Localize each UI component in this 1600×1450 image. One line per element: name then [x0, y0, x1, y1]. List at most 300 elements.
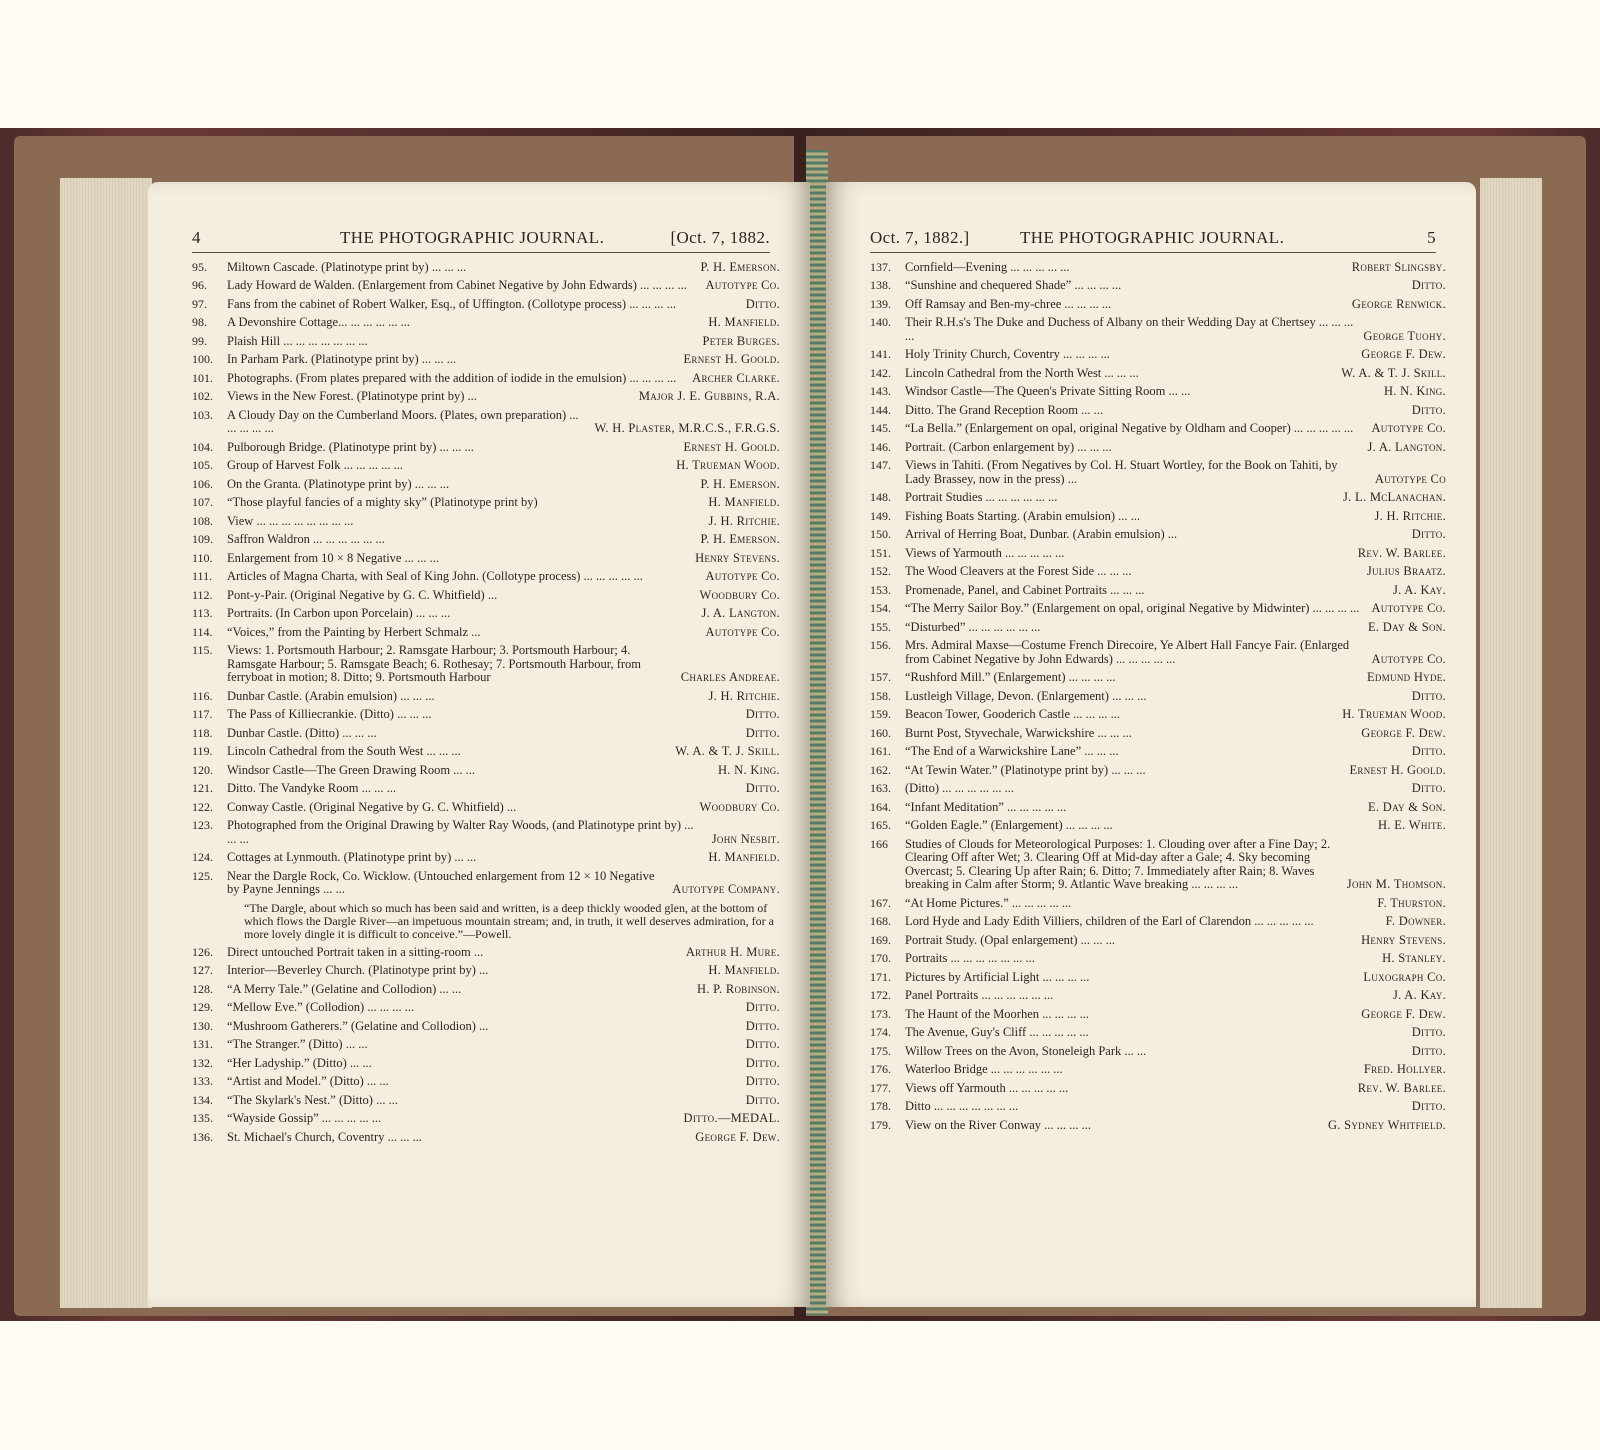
entry-title: The Haunt of the Moorhen ... ... ... ... — [905, 1006, 1089, 1021]
entry-row — [870, 817, 1446, 836]
entry-title: Photographs. (From plates prepared with the addition of iodide in the emulsion) ... ... ... ... — [227, 370, 677, 385]
entry-number: 172. — [870, 988, 891, 1002]
entry-number: 134. — [192, 1092, 213, 1107]
entry-title: Views in the New Forest. (Platinotype print by) ... — [227, 389, 477, 403]
entry-number: 111. — [192, 569, 213, 583]
entry-number: 107. — [192, 495, 213, 509]
entry-number: 113. — [192, 606, 213, 620]
entry-number: 112. — [192, 587, 213, 602]
entry-exhibitor: Peter Burges. — [702, 333, 780, 348]
entry-row — [870, 1042, 1446, 1061]
entry-title: Cottages at Lynmouth. (Platinotype print by) ... ... — [227, 850, 477, 864]
entry-row — [192, 798, 780, 817]
entry-number: 139. — [870, 296, 891, 311]
entry-exhibitor: Ditto. — [745, 781, 780, 795]
entry-row — [192, 867, 780, 899]
entry-exhibitor: E. Day & Son. — [1367, 619, 1446, 634]
entry-title: “Infant Meditation” ... ... ... ... ... — [905, 799, 1067, 814]
right-running-head — [870, 222, 1436, 253]
entry-row — [192, 549, 780, 568]
entry-exhibitor: Robert Slingsby. — [1351, 259, 1446, 274]
entry-row — [192, 605, 780, 624]
entry-exhibitor: H. N. King. — [717, 762, 780, 777]
entry-row — [192, 1073, 780, 1092]
entry-title: “Those playful fancies of a mighty sky” (Platinotype print by) — [227, 495, 538, 509]
entry-title: Interior—Beverley Church. (Platinotype print by) ... — [227, 963, 489, 977]
entry-title: Lustleigh Village, Devon. (Enlargement) ... ... ... — [905, 688, 1147, 703]
entry-title: Lincoln Cathedral from the North West ... ... ... — [905, 365, 1139, 380]
entry-exhibitor: Ditto. — [745, 1074, 780, 1088]
entry-number: 121. — [192, 781, 213, 795]
entry-number: 129. — [192, 1000, 213, 1014]
entry-quote-row — [192, 899, 780, 943]
entry-number: 162. — [870, 762, 891, 777]
entry-number: 151. — [870, 545, 891, 560]
entry-title: On the Granta. (Platinotype print by) ... ... ... — [227, 476, 450, 491]
entry-title: “Sunshine and chequered Shade” ... ... ... ... — [905, 278, 1122, 292]
entry-title: Plaish Hill ... ... ... ... ... ... ... — [227, 333, 368, 348]
entry-row — [192, 761, 780, 780]
entry-row — [870, 438, 1446, 457]
entry-title: “Voices,” from the Painting by Herbert Schmalz ... — [227, 624, 481, 639]
entry-title: “Golden Eagle.” (Enlargement) ... ... ... ... — [905, 818, 1113, 832]
entry-exhibitor: Luxograph Co. — [1363, 969, 1446, 984]
entry-number: 117. — [192, 707, 213, 721]
entry-exhibitor: George F. Dew. — [1361, 347, 1446, 361]
left-page — [148, 182, 810, 1307]
entry-number: 170. — [870, 951, 891, 965]
entry-exhibitor: Autotype Co. — [705, 569, 780, 583]
entry-title: Ditto. The Grand Reception Room ... ... — [905, 402, 1104, 417]
entry-title: Promenade, Panel, and Cabinet Portraits ... ... ... — [905, 582, 1145, 597]
entry-title: Holy Trinity Church, Coventry ... ... ... ... — [905, 347, 1110, 361]
entry-exhibitor: Autotype Co. — [705, 624, 780, 639]
entry-row — [192, 980, 780, 999]
entry-title: St. Michael's Church, Coventry ... ... ... — [227, 1129, 422, 1144]
page-edges-right — [1480, 178, 1542, 1308]
entry-exhibitor: Autotype Co. — [1371, 601, 1446, 615]
entry-title: Articles of Magna Charta, with Seal of King John. (Collotype process) ... ... ... ... ... — [227, 569, 643, 583]
entry-row — [192, 743, 780, 762]
entry-row — [870, 618, 1446, 637]
entry-title: Dunbar Castle. (Ditto) ... ... ... — [227, 725, 377, 740]
entry-exhibitor: Ernest H. Goold. — [683, 439, 780, 454]
entry-number: 176. — [870, 1062, 891, 1076]
entry-row — [192, 406, 780, 438]
entry-exhibitor: George F. Dew. — [1361, 1006, 1446, 1021]
entry-title: Dunbar Castle. (Arabin emulsion) ... ... ... — [227, 688, 435, 703]
entry-number: 171. — [870, 969, 891, 984]
entry-exhibitor: Woodbury Co. — [699, 587, 780, 602]
entry-title: Portrait. (Carbon enlargement by) ... ... ... — [905, 439, 1112, 454]
entry-title: Enlargement from 10 × 8 Negative ... ... ... — [227, 550, 439, 565]
entry-row — [870, 798, 1446, 817]
entry-exhibitor: J. H. Ritchie. — [708, 688, 780, 703]
entry-row — [870, 1061, 1446, 1080]
entry-row — [192, 999, 780, 1018]
entry-row — [870, 987, 1446, 1006]
entry-exhibitor: Ditto. — [1411, 1025, 1446, 1039]
entry-title: Conway Castle. (Original Negative by G. C. Whitfield) ... — [227, 799, 517, 814]
entry-title: “The End of a Warwickshire Lane” ... ... ... — [905, 744, 1119, 758]
entry-row — [870, 913, 1446, 932]
entry-exhibitor: Ditto. — [1411, 278, 1446, 292]
entry-exhibitor: P. H. Emerson. — [700, 259, 780, 274]
entry-exhibitor: Ernest H. Goold. — [1349, 762, 1446, 777]
entry-title: View ... ... ... ... ... ... ... ... — [227, 513, 354, 528]
entry-exhibitor: J. A. Kay. — [1392, 988, 1446, 1002]
entry-title: Portraits ... ... ... ... ... ... ... — [905, 951, 1035, 965]
entry-exhibitor: Ditto. — [745, 1055, 780, 1070]
entry-row — [870, 507, 1446, 526]
entry-title: “At Tewin Water.” (Platinotype print by) ... ... ... — [905, 762, 1146, 777]
entry-exhibitor: Fred. Hollyer. — [1363, 1062, 1446, 1076]
entry-exhibitor: Ditto. — [745, 296, 780, 311]
entry-row — [192, 388, 780, 407]
entry-number: 177. — [870, 1080, 891, 1095]
entry-title: Lincoln Cathedral from the South West ... ... ... — [227, 744, 461, 758]
entry-exhibitor: H. P. Robinson. — [696, 981, 780, 996]
entry-title: Arrival of Herring Boat, Dunbar. (Arabin emulsion) ... — [905, 527, 1178, 541]
entry-number: 115. — [192, 643, 213, 657]
entry-row — [192, 277, 780, 296]
entry-exhibitor: J. A. Langton. — [1367, 439, 1446, 454]
entry-row — [192, 642, 780, 688]
entry-row — [870, 743, 1446, 762]
entry-number: 159. — [870, 707, 891, 721]
entry-exhibitor: H. Manfield. — [708, 495, 780, 509]
entry-number: 98. — [192, 315, 207, 329]
entry-title: Beacon Tower, Gooderich Castle ... ... ... ... — [905, 707, 1121, 721]
entry-row — [870, 1098, 1446, 1117]
entry-title: Saffron Waldron ... ... ... ... ... ... — [227, 532, 385, 546]
entry-number: 133. — [192, 1074, 213, 1088]
entry-quote: “The Dargle, about which so much has been said and written, is a deep thickly wooded glen, at the bottom of which flows the Dargle River—an impetuous mountain stream; and, in truth, it well deserves admiration, for a more lovely dingle it is difficult to conceive.”—Powell. — [244, 900, 774, 941]
entry-exhibitor: George Renwick. — [1351, 296, 1446, 311]
entry-row — [192, 687, 780, 706]
entry-exhibitor: H. Trueman Wood. — [676, 458, 780, 472]
entry-exhibitor: Autotype Co — [1374, 471, 1446, 486]
entry-exhibitor: Ditto. — [1411, 688, 1446, 703]
entry-exhibitor: W. A. & T. J. Skill. — [675, 744, 780, 758]
entry-title: Photographed from the Original Drawing by Walter Ray Woods, (and Platinotype print by) ... ... ... — [227, 818, 694, 846]
entry-row — [192, 943, 780, 962]
entry-number: 120. — [192, 762, 213, 777]
entry-row — [192, 295, 780, 314]
entry-exhibitor: Archer Clarke. — [692, 370, 780, 385]
entry-row — [870, 968, 1446, 987]
entry-number: 140. — [870, 315, 891, 329]
entry-exhibitor: Autotype Co. — [705, 278, 780, 292]
entry-row — [192, 369, 780, 388]
entry-row — [870, 383, 1446, 402]
entry-exhibitor: W. H. Plaster, M.R.C.S., F.R.G.S. — [594, 421, 780, 435]
entry-number: 102. — [192, 389, 213, 403]
entry-number: 169. — [870, 932, 891, 947]
entry-exhibitor: Woodbury Co. — [699, 799, 780, 814]
entry-exhibitor: H. Manfield. — [708, 850, 780, 864]
entry-title: “The Stranger.” (Ditto) ... ... — [227, 1037, 368, 1051]
entry-exhibitor: J. A. Kay. — [1392, 582, 1446, 597]
entry-number: 119. — [192, 744, 213, 758]
entry-row — [192, 314, 780, 333]
entry-exhibitor: Rev. W. Barlee. — [1357, 545, 1446, 560]
entry-exhibitor: Ditto. — [1411, 1099, 1446, 1113]
entry-exhibitor: Ditto. — [1411, 1043, 1446, 1058]
entry-row — [192, 438, 780, 457]
entry-title: Portrait Studies ... ... ... ... ... ... — [905, 490, 1058, 504]
entry-row — [192, 332, 780, 351]
entry-row — [870, 489, 1446, 508]
right-page — [826, 182, 1476, 1307]
entry-title: Group of Harvest Folk ... ... ... ... ... — [227, 458, 404, 472]
entry-row — [192, 258, 780, 277]
entry-exhibitor: E. Day & Son. — [1367, 799, 1446, 814]
entry-title: Lady Howard de Walden. (Enlargement from Cabinet Negative by John Edwards) ... ... ... ... — [227, 278, 687, 292]
entry-exhibitor: Autotype Company. — [672, 882, 780, 896]
right-date: Oct. 7, 1882.] — [870, 228, 970, 247]
entry-exhibitor: H. Manfield. — [708, 315, 780, 329]
entry-exhibitor: Edmund Hyde. — [1366, 670, 1446, 684]
entry-row — [870, 563, 1446, 582]
entry-exhibitor: Ditto. — [745, 725, 780, 740]
right-page-number: 5 — [1427, 228, 1436, 247]
entry-number: 166 — [870, 836, 888, 851]
entry-exhibitor: Autotype Co. — [1371, 651, 1446, 666]
entry-number: 118. — [192, 725, 213, 740]
entry-number: 150. — [870, 527, 891, 541]
entry-title: Lord Hyde and Lady Edith Villiers, children of the Earl of Clarendon ... ... ... ... ... — [905, 914, 1314, 928]
entry-number: 156. — [870, 638, 891, 652]
entry-row — [192, 457, 780, 476]
entry-number: 116. — [192, 688, 213, 703]
entry-number: 161. — [870, 744, 891, 758]
entry-exhibitor: George F. Dew. — [1361, 725, 1446, 740]
entry-number: 142. — [870, 365, 891, 380]
entry-exhibitor: Ditto. — [745, 1092, 780, 1107]
entry-exhibitor: J. H. Ritchie. — [1374, 508, 1446, 523]
entry-number: 165. — [870, 818, 891, 832]
entry-exhibitor: Ditto. — [745, 1000, 780, 1014]
entry-row — [870, 346, 1446, 365]
entry-row — [870, 1005, 1446, 1024]
entry-exhibitor: H. N. King. — [1383, 384, 1446, 398]
entry-title: Mrs. Admiral Maxse—Costume French Direcoire, Ye Albert Hall Fancye Fair. (Enlarged from Cabinet Negative by John Edwards) ... ... ... ... ... — [905, 638, 1350, 666]
entry-number: 153. — [870, 582, 891, 597]
entry-row — [870, 1024, 1446, 1043]
entry-row — [192, 586, 780, 605]
entry-title: Views in Tahiti. (From Negatives by Col. H. Stuart Wortley, for the Book on Tahiti, by Lady Brassey, now in the press) ... — [905, 458, 1338, 486]
entry-exhibitor: H. Manfield. — [708, 963, 780, 977]
left-page-number: 4 — [192, 228, 201, 247]
entry-number: 106. — [192, 476, 213, 491]
entry-exhibitor: F. Thurston. — [1377, 895, 1446, 910]
entry-exhibitor: J. H. Ritchie. — [708, 513, 780, 528]
entry-number: 95. — [192, 259, 207, 274]
entry-number: 137. — [870, 259, 891, 274]
entry-title: “Rushford Mill.” (Enlargement) ... ... ... ... — [905, 670, 1116, 684]
entry-row — [192, 817, 780, 849]
entry-title: Studies of Clouds for Meteorological Purposes: 1. Clouding over after a Fine Day; 2. Clearing Off after Wet; 3. Clearing Off at Mid-day after a Gale; 4. Sky becoming Overcast; 5. Clearing Up after Rain; 6. Ditto; 7. Immediately after Rain; 8. Waves breaking in Calm after Storm; 9. Atlantic Wave breaking ... ... ... ... — [905, 836, 1331, 891]
entry-title: Windsor Castle—The Queen's Private Sitting Room ... ... — [905, 384, 1191, 398]
entry-row — [192, 475, 780, 494]
entry-title: Ditto. The Vandyke Room ... ... ... — [227, 781, 396, 795]
entry-number: 149. — [870, 508, 891, 523]
entry-title: “The Merry Sailor Boy.” (Enlargement on opal, original Negative by Midwinter) ... ... ... ... — [905, 601, 1360, 615]
entry-row — [870, 950, 1446, 969]
entry-row — [870, 258, 1446, 277]
entry-row — [870, 457, 1446, 489]
entry-title: “La Bella.” (Enlargement on opal, original Negative by Oldham and Cooper) ... ... ... ... ... — [905, 421, 1354, 435]
entry-row — [870, 931, 1446, 950]
entry-exhibitor: Ditto.—MEDAL. — [683, 1111, 780, 1125]
entry-title: Their R.H.s's The Duke and Duchess of Albany on their Wedding Day at Chertsey ... ... ... ... — [905, 315, 1354, 343]
entry-title: The Avenue, Guy's Cliff ... ... ... ... ... — [905, 1025, 1089, 1039]
entry-title: Portrait Study. (Opal enlargement) ... ... ... — [905, 932, 1116, 947]
entry-number: 125. — [192, 868, 213, 883]
entry-row — [870, 724, 1446, 743]
entry-title: View on the River Conway ... ... ... ... — [905, 1117, 1092, 1132]
entry-number: 146. — [870, 439, 891, 454]
entry-number: 164. — [870, 799, 891, 814]
entry-number: 158. — [870, 688, 891, 703]
entry-exhibitor: J. L. McLanachan. — [1343, 490, 1446, 504]
entry-number: 147. — [870, 458, 891, 472]
entry-number: 105. — [192, 458, 213, 472]
entry-exhibitor: P. H. Emerson. — [700, 532, 780, 546]
entry-number: 157. — [870, 670, 891, 684]
entry-row — [870, 277, 1446, 296]
entry-exhibitor: Major J. E. Gubbins, R.A. — [638, 389, 780, 403]
entry-number: 109. — [192, 532, 213, 546]
entry-number: 178. — [870, 1099, 891, 1113]
entry-title: “A Merry Tale.” (Gelatine and Collodion) ... ... — [227, 981, 462, 996]
entry-row — [870, 526, 1446, 545]
entry-row — [870, 1079, 1446, 1098]
entry-exhibitor: Autotype Co. — [1371, 421, 1446, 435]
entry-number: 104. — [192, 439, 213, 454]
entry-title: Windsor Castle—The Green Drawing Room ... ... — [227, 762, 476, 777]
entry-number: 175. — [870, 1043, 891, 1058]
entry-title: Panel Portraits ... ... ... ... ... ... — [905, 988, 1054, 1002]
entry-row — [192, 568, 780, 587]
left-entry-list — [192, 258, 780, 1147]
entry-row — [870, 600, 1446, 619]
entry-exhibitor: H. E. White. — [1378, 818, 1446, 832]
entry-row — [870, 706, 1446, 725]
entry-title: Off Ramsay and Ben-my-chree ... ... ... ... — [905, 296, 1112, 311]
left-date: [Oct. 7, 1882. — [670, 228, 770, 247]
entry-exhibitor: Henry Stevens. — [1361, 932, 1446, 947]
entry-row — [870, 364, 1446, 383]
entry-title: Pictures by Artificial Light ... ... ... ... — [905, 969, 1090, 984]
entry-exhibitor: Ditto. — [1411, 744, 1446, 758]
entry-number: 96. — [192, 278, 207, 292]
entry-exhibitor: Julius Braatz. — [1366, 564, 1446, 578]
entry-number: 97. — [192, 296, 207, 311]
entry-title: Pont-y-Pair. (Original Negative by G. C. Whitfield) ... — [227, 587, 498, 602]
entry-row — [192, 1017, 780, 1036]
entry-number: 148. — [870, 490, 891, 504]
entry-number: 179. — [870, 1117, 891, 1132]
entry-title: Views: 1. Portsmouth Harbour; 2. Ramsgate Harbour; 3. Portsmouth Harbour; 4. Ramsgate Harbour; 5. Ramsgate Beach; 6. Rothesay; 7. Portsmouth Harbour, from ferryboat in motion; 8. Ditto; 9. Portsmouth Harbour — [227, 643, 642, 684]
entry-title: The Pass of Killiecrankie. (Ditto) ... ... ... — [227, 707, 432, 721]
entry-row — [192, 1036, 780, 1055]
entry-row — [192, 849, 780, 868]
entry-row — [192, 962, 780, 981]
entry-exhibitor: F. Downer. — [1385, 914, 1446, 928]
entry-title: “Artist and Model.” (Ditto) ... ... — [227, 1074, 389, 1088]
entry-number: 168. — [870, 914, 891, 928]
entry-number: 103. — [192, 407, 213, 422]
entry-title: Direct untouched Portrait taken in a sitting-room ... — [227, 944, 484, 959]
entry-row — [870, 761, 1446, 780]
entry-number: 108. — [192, 513, 213, 528]
entry-number: 141. — [870, 347, 891, 361]
entry-row — [192, 531, 780, 550]
entry-number: 101. — [192, 370, 213, 385]
entry-row — [192, 1054, 780, 1073]
entry-title: Fans from the cabinet of Robert Walker, Esq., of Uffington. (Collotype process) ... ... ... ... — [227, 296, 676, 311]
entry-exhibitor: Charles Andreae. — [680, 670, 780, 684]
entry-exhibitor: Ditto. — [1411, 527, 1446, 541]
entry-number: 127. — [192, 963, 213, 977]
entry-exhibitor: Ditto. — [1411, 781, 1446, 795]
entry-number: 100. — [192, 352, 213, 366]
entry-row — [870, 637, 1446, 669]
entry-number: 174. — [870, 1025, 891, 1039]
entry-number: 131. — [192, 1037, 213, 1051]
entry-row — [192, 1128, 780, 1147]
entry-exhibitor: Ditto. — [1411, 402, 1446, 417]
entry-title: A Devonshire Cottage... ... ... ... ... ... — [227, 315, 410, 329]
entry-number: 167. — [870, 895, 891, 910]
entry-number: 155. — [870, 619, 891, 634]
entry-row — [192, 724, 780, 743]
entry-number: 144. — [870, 402, 891, 417]
entry-number: 114. — [192, 624, 213, 639]
entry-row — [870, 687, 1446, 706]
entry-number: 126. — [192, 944, 213, 959]
entry-title: A Cloudy Day on the Cumberland Moors. (Plates, own preparation) ... ... ... ... ... — [227, 407, 579, 435]
entry-title: The Wood Cleavers at the Forest Side ... ... ... — [905, 564, 1132, 578]
entry-title: Burnt Post, Styvechale, Warwickshire ... ... ... — [905, 725, 1132, 740]
entry-exhibitor: P. H. Emerson. — [700, 476, 780, 491]
entry-title: “Disturbed” ... ... ... ... ... ... — [905, 619, 1041, 634]
entry-title: Ditto ... ... ... ... ... ... ... — [905, 1099, 1019, 1113]
entry-exhibitor: H. Trueman Wood. — [1342, 707, 1446, 721]
entry-number: 110. — [192, 550, 213, 565]
entry-row — [870, 295, 1446, 314]
entry-exhibitor: Ditto. — [745, 1037, 780, 1051]
entry-title: “Mellow Eve.” (Collodion) ... ... ... ... — [227, 1000, 415, 1014]
entry-title: “The Skylark's Nest.” (Ditto) ... ... — [227, 1092, 398, 1107]
entry-number: 130. — [192, 1018, 213, 1033]
entry-title: Miltown Cascade. (Platinotype print by) ... ... ... — [227, 259, 467, 274]
entry-number: 132. — [192, 1055, 213, 1070]
entry-exhibitor: George F. Dew. — [695, 1129, 780, 1144]
entry-row — [870, 401, 1446, 420]
entry-row — [870, 894, 1446, 913]
entry-number: 135. — [192, 1111, 213, 1125]
entry-number: 128. — [192, 981, 213, 996]
entry-title: Views of Yarmouth ... ... ... ... ... — [905, 545, 1065, 560]
entry-title: Cornfield—Evening ... ... ... ... ... — [905, 259, 1070, 274]
entry-number: 138. — [870, 278, 891, 292]
entry-row — [192, 706, 780, 725]
entry-number: 122. — [192, 799, 213, 814]
right-running-title: THE PHOTOGRAPHIC JOURNAL. — [1020, 228, 1285, 247]
